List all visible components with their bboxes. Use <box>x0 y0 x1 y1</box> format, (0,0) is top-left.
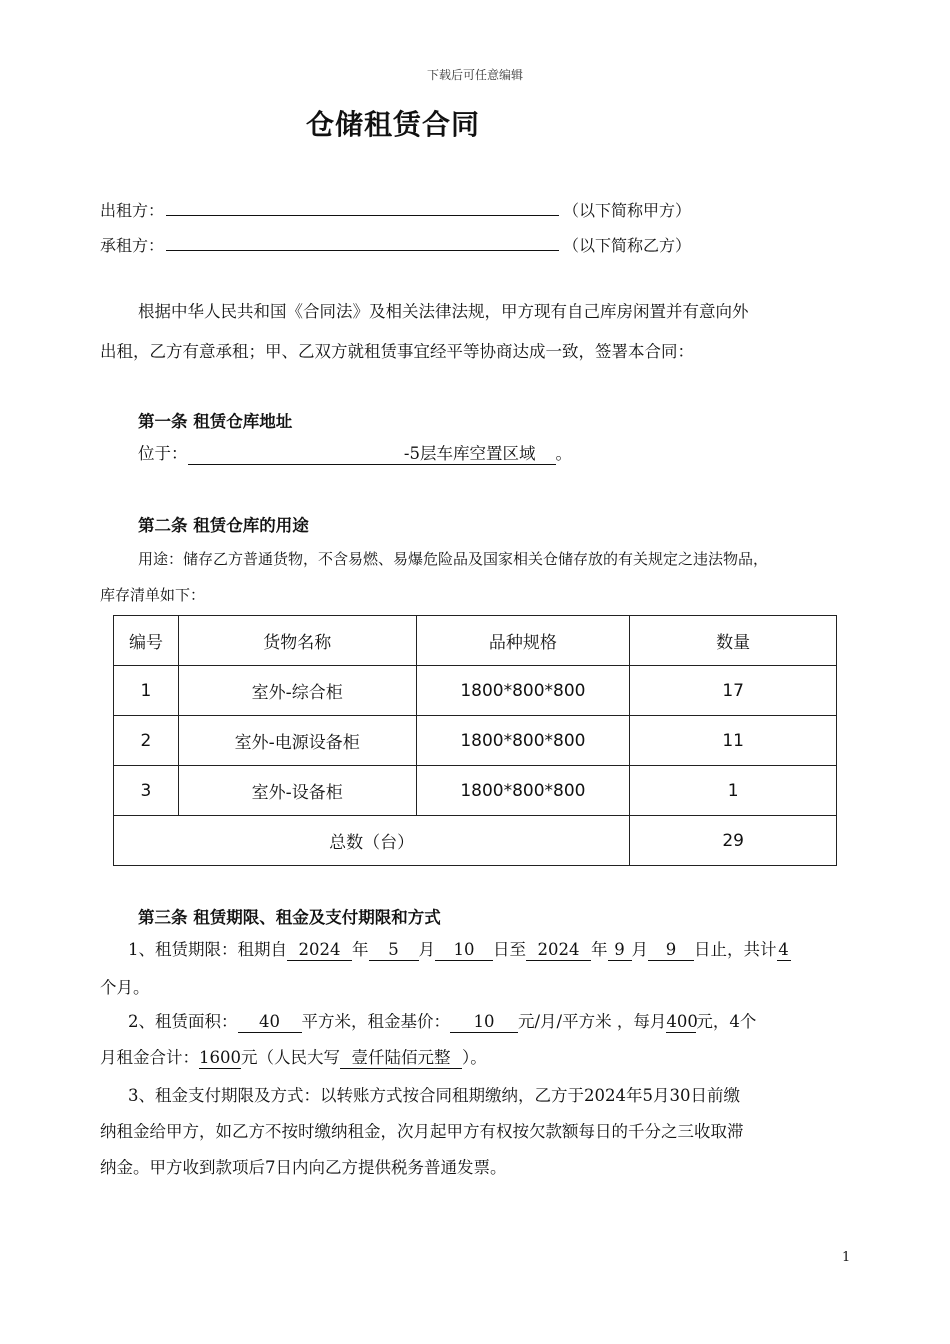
cell-quantity: 17 <box>630 666 837 716</box>
start-year: 2024 <box>287 940 352 961</box>
lessee-line <box>100 233 691 256</box>
intro-line-1: 根据中华人民共和国《合同法》及相关法律法规，甲方现有自己库房闲置并有意向外 <box>138 302 749 321</box>
table-row <box>114 766 837 816</box>
address-prefix: 位于： <box>138 444 188 463</box>
cell-spec: 1800*800*800 <box>416 716 630 766</box>
lessee-blank[interactable] <box>166 236 559 251</box>
article1-address-line <box>138 436 572 472</box>
intro-line-2: 出租，乙方有意承租；甲、乙双方就租赁事宜经平等协商达成一致，签署本合同： <box>100 342 694 361</box>
table-header-row <box>114 616 837 666</box>
term-text: 月 <box>418 940 435 959</box>
cell-spec: 1800*800*800 <box>416 666 630 716</box>
term-text: 日至 <box>493 940 526 959</box>
total-value: 29 <box>630 816 837 866</box>
inventory-table <box>113 615 837 866</box>
cell-name: 室外-综合柜 <box>178 666 416 716</box>
area-value: 40 <box>238 1012 302 1033</box>
area-text: ）。 <box>462 1048 487 1067</box>
end-month: 9 <box>608 940 632 961</box>
area-text: 元/月/平方米 ，每月 <box>518 1012 667 1031</box>
lessor-suffix: （以下简称甲方） <box>563 201 692 220</box>
cell-name: 室外-设备柜 <box>178 766 416 816</box>
article2-line-2: 库存清单如下： <box>100 586 206 604</box>
end-day: 9 <box>648 940 694 961</box>
cell-quantity: 11 <box>630 716 837 766</box>
cell-number: 2 <box>114 716 179 766</box>
article1-heading: 第一条 租赁仓库地址 <box>138 412 293 431</box>
term-text: 1、租赁期限：租期自 <box>128 940 287 959</box>
header-note: 下载后可任意编辑 <box>426 68 523 82</box>
article2-heading: 第二条 租赁仓库的用途 <box>138 516 309 535</box>
cell-number: 3 <box>114 766 179 816</box>
total-rent: 1600 <box>199 1048 241 1067</box>
total-label: 总数（台） <box>114 816 630 866</box>
payment-line-2: 纳租金给甲方，如乙方不按时缴纳租金，次月起甲方有权按欠款额每日的千分之三收取滞 <box>100 1122 744 1141</box>
lessor-blank[interactable] <box>166 201 559 216</box>
article3-heading: 第三条 租赁期限、租金及支付期限和方式 <box>138 908 441 927</box>
document-title: 仓储租赁合同 <box>306 108 481 141</box>
cell-spec: 1800*800*800 <box>416 766 630 816</box>
term-months: 4 <box>778 940 789 959</box>
lessee-suffix: （以下简称乙方） <box>563 236 692 255</box>
start-month: 5 <box>369 940 419 961</box>
header-cell-quantity: 数量 <box>630 616 837 666</box>
start-day: 10 <box>435 940 493 961</box>
area-line-2 <box>100 1040 487 1076</box>
page-number: 1 <box>842 1250 851 1265</box>
area-text: 平方米，租金基价： <box>301 1012 450 1031</box>
rent-price: 10 <box>450 1012 518 1033</box>
term-text: 年 <box>352 940 369 959</box>
area-text: 2、租赁面积： <box>128 1012 238 1031</box>
table-row <box>114 716 837 766</box>
payment-line-1: 3、租金支付期限及方式：以转账方式按合同租期缴纳，乙方于2024年5月30日前缴 <box>128 1086 740 1105</box>
term-text: 年 <box>591 940 608 959</box>
monthly-rent: 400 <box>666 1012 698 1031</box>
cell-number: 1 <box>114 666 179 716</box>
end-year: 2024 <box>526 940 591 961</box>
payment-line-3: 纳金。甲方收到款项后7日内向乙方提供税务普通发票。 <box>100 1158 507 1177</box>
area-text: 元，4个 <box>696 1012 757 1031</box>
area-text: 月租金合计： <box>100 1048 199 1067</box>
term-text: 日止，共计 <box>694 940 777 959</box>
lessor-label: 出租方： <box>100 201 165 220</box>
address-value: -5层车库空置区域 <box>188 444 556 465</box>
term-line <box>128 932 791 968</box>
header-cell-spec: 品种规格 <box>416 616 630 666</box>
article2-line-1: 用途：储存乙方普通货物，不含易燃、易爆危险品及国家相关仓储存放的有关规定之违法物品， <box>138 550 769 568</box>
table-total-row <box>114 816 837 866</box>
header-cell-number: 编号 <box>114 616 179 666</box>
lessor-line <box>100 198 691 221</box>
term-line-2: 个月。 <box>100 978 150 997</box>
address-end: 。 <box>555 444 572 463</box>
term-text: 月 <box>631 940 648 959</box>
cell-quantity: 1 <box>630 766 837 816</box>
total-rent-words: 壹仟陆佰元整 <box>340 1048 462 1069</box>
area-line <box>128 1004 756 1040</box>
cell-name: 室外-电源设备柜 <box>178 716 416 766</box>
lessee-label: 承租方： <box>100 236 165 255</box>
header-cell-name: 货物名称 <box>178 616 416 666</box>
table-row <box>114 666 837 716</box>
area-text: 元（人民大写 <box>241 1048 340 1067</box>
